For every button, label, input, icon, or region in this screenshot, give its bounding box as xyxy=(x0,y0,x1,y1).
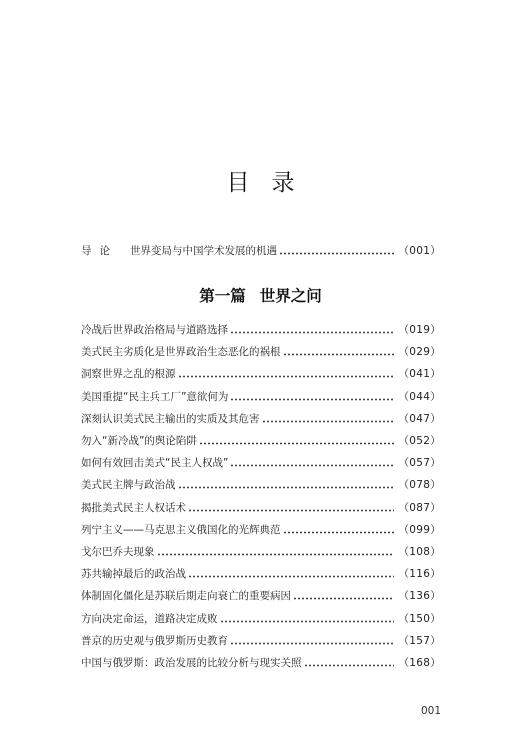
entry-title: 戈尔巴乔夫现象 xyxy=(81,546,155,558)
toc-entry xyxy=(81,500,441,516)
intro-title: 世界变局与中国学术发展的机遇 xyxy=(130,245,277,257)
entry-title: 中国与俄罗斯：政治发展的比较分析与现实关照 xyxy=(81,657,302,669)
entry-title: 洞察世界之乱的根源 xyxy=(81,368,176,381)
entry-title: 美国重提“民主兵工厂”意欲何为 xyxy=(81,390,229,403)
toc-entry xyxy=(81,522,441,538)
toc-intro-row xyxy=(81,243,441,259)
entry-title: 体制固化僵化是苏联后期走向衰亡的重要病因 xyxy=(81,590,291,603)
entry-page: （047） xyxy=(398,412,441,425)
leader-dots xyxy=(230,331,394,334)
leader-dots xyxy=(178,375,395,378)
leader-dots xyxy=(220,620,395,623)
leader-dots xyxy=(304,664,395,667)
leader-dots xyxy=(293,597,394,600)
page-number: 001 xyxy=(421,705,442,717)
entry-page: （044） xyxy=(398,390,441,403)
toc-entry xyxy=(81,477,441,493)
entry-page: （136） xyxy=(398,590,441,603)
entry-title: 勿入“新冷战”的舆论陷阱 xyxy=(81,435,197,447)
leader-dots xyxy=(283,531,395,534)
entry-page: （099） xyxy=(398,523,441,536)
toc-entry xyxy=(81,566,441,582)
toc-entry xyxy=(81,633,441,649)
entry-page: （087） xyxy=(398,501,441,514)
entry-title: 普京的历史观与俄罗斯历史教育 xyxy=(81,634,228,647)
entry-title: 美式民主牌与政治战 xyxy=(81,479,176,492)
entry-page: （078） xyxy=(398,479,441,492)
entry-title: 方向决定命运，道路决定成败 xyxy=(81,612,218,625)
entry-page: （019） xyxy=(398,324,441,336)
leader-dots xyxy=(230,642,394,645)
toc-entry xyxy=(81,411,441,427)
toc-entry xyxy=(81,588,441,604)
entry-page: （116） xyxy=(398,568,441,581)
leader-dots xyxy=(157,553,395,556)
leader-dots xyxy=(279,252,394,255)
leader-dots xyxy=(262,420,395,423)
part-heading xyxy=(0,284,521,306)
page-title: 目录 xyxy=(226,170,317,196)
leader-dots xyxy=(283,353,395,356)
entry-title: 深刻认识美式民主输出的实质及其危害 xyxy=(81,412,260,425)
entry-title: 列宁主义——马克思主义俄国化的光辉典范 xyxy=(81,523,281,536)
toc-entry xyxy=(81,344,441,360)
leader-dots xyxy=(188,575,394,578)
entry-page: （057） xyxy=(398,457,441,470)
entry-title: 如何有效回击美式“民主人权战” xyxy=(81,457,229,470)
toc-entry xyxy=(81,455,441,471)
entry-title: 冷战后世界政治格局与道路选择 xyxy=(81,324,228,336)
entry-title: 揭批美式民主人权话术 xyxy=(81,501,186,514)
entry-page: （168） xyxy=(398,657,441,669)
toc-entry xyxy=(81,433,441,449)
entry-page: （052） xyxy=(398,435,441,447)
part-number: 第一篇 xyxy=(199,286,246,305)
toc-entry xyxy=(81,389,441,405)
toc-entry xyxy=(81,655,441,671)
entry-page: （150） xyxy=(398,612,441,625)
entry-page: （108） xyxy=(398,546,441,558)
intro-prefix: 导论 xyxy=(81,245,118,257)
entry-title: 美式民主劣质化是世界政治生态恶化的祸根 xyxy=(81,346,281,359)
leader-dots xyxy=(188,509,394,512)
entry-page: （029） xyxy=(398,346,441,359)
toc-entry xyxy=(81,611,441,627)
toc-entry xyxy=(81,322,441,338)
toc-entry xyxy=(81,366,441,382)
leader-dots xyxy=(230,464,394,467)
entry-page: （041） xyxy=(398,368,441,381)
leader-dots xyxy=(178,486,395,489)
toc-entry xyxy=(81,544,441,560)
entry-title: 苏共输掉最后的政治战 xyxy=(81,568,186,581)
leader-dots xyxy=(199,442,395,445)
leader-dots xyxy=(230,398,394,401)
part-name: 世界之问 xyxy=(259,286,322,305)
intro-page: （001） xyxy=(398,245,441,257)
entry-page: （157） xyxy=(398,634,441,647)
